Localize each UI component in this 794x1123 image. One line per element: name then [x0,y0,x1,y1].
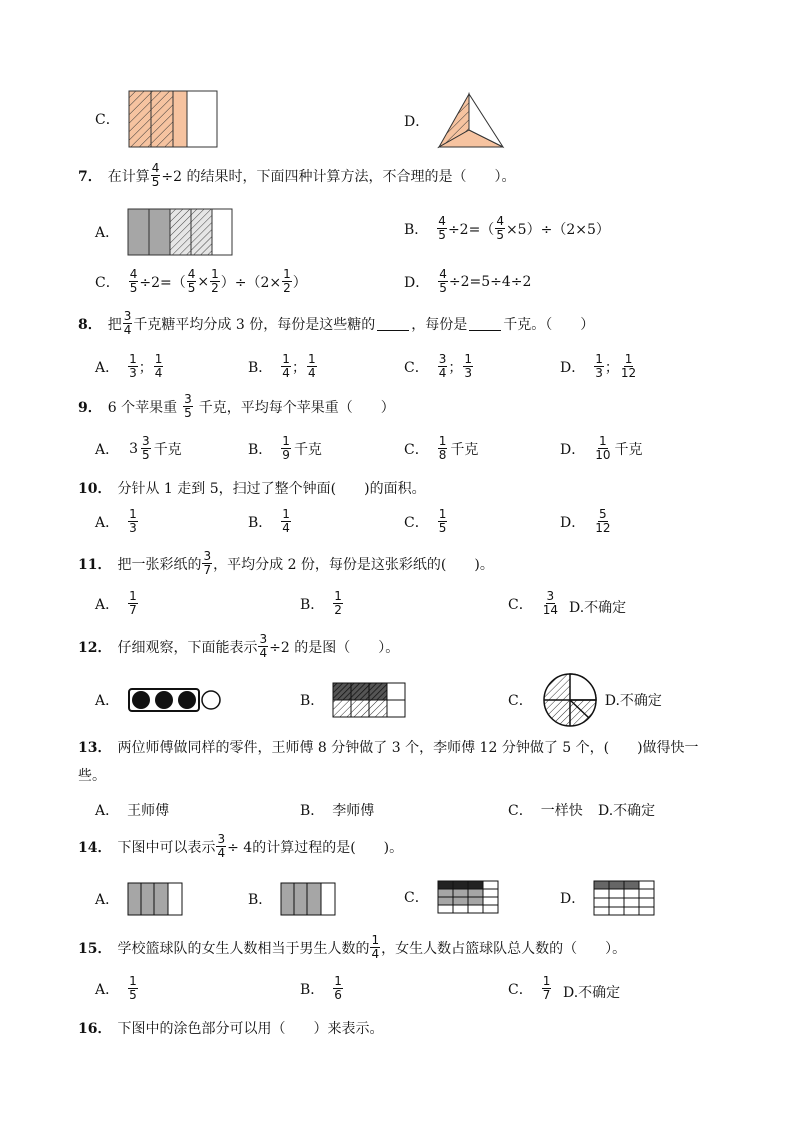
option-label: B． [248,514,273,531]
q11-option-b[interactable] [300,590,344,617]
question-12: 12． 仔细观察，下面能表示 $\frac{3}{4}$ ÷2 的是图（ ）。 [78,632,400,660]
grid-figure [332,682,406,718]
q7-option-d[interactable]: D． $\frac{4}{5}$ ÷2=5÷4÷2 [404,267,532,295]
fraction: $\frac{1}{4}$ [282,352,290,380]
grid-figure [593,880,655,916]
fraction: $\frac{1}{4}$ [307,352,316,380]
option-label: B． [300,693,325,709]
q9-option-b[interactable]: B． $\frac{1}{9}$ 千克 [248,434,322,462]
fraction: $\frac{1}{12}$ [620,352,637,380]
option-label: B． [404,221,429,238]
q13-option-a[interactable]: A． 王师傅 [95,800,169,820]
q14-option-c[interactable] [404,880,499,914]
option-label: C． [95,274,120,291]
q9-option-a[interactable]: A． 3 $\frac{3}{5}$ 千克 [95,434,182,462]
q12-option-c[interactable] [508,672,662,728]
fraction: $\frac{3}{4}$ [438,352,447,380]
fraction: $\frac{1}{4}$ [154,352,163,380]
option-label: D． [404,274,430,291]
q11-option-a[interactable] [95,590,139,617]
q8-option-b[interactable]: B． $\frac{1}{4}$ ； $\frac{1}{4}$ [248,352,316,380]
option-label: C． [508,803,533,819]
question-number: 16． [78,1021,112,1037]
question-14: 14． 下图中可以表示 $\frac{3}{4}$ ÷ 4的计算过程的是( )。 [78,832,404,860]
fraction: $\frac{1}{9}$ [282,434,290,462]
q11-option-d[interactable]: D.不确定 [569,600,627,616]
question-10: 10． 分针从 1 走到 5，扫过了整个钟面( )的面积。 [78,478,426,498]
option-label: D． [560,359,586,376]
q9-option-c[interactable]: C． $\frac{1}{8}$ 千克 [404,434,479,462]
circles-figure [127,687,223,713]
q12-option-a[interactable] [95,687,223,713]
fraction: $\frac{5}{12}$ [595,507,611,535]
question-9: 9． 6 个苹果重 $\frac{3}{5}$ 千克，平均每个苹果重（ ） [78,392,395,420]
option-label: A． [95,441,120,458]
q10-option-a[interactable] [95,508,139,535]
bar-figure [127,882,183,916]
option-label: B． [248,441,273,458]
question-number: 12． [78,639,112,656]
question-number: 10． [78,481,112,497]
q15-option-b[interactable] [300,975,344,1002]
option-label: A． [95,596,120,613]
bar-figure [127,208,233,256]
grid-figure [437,880,499,914]
option-label: C． [404,359,429,376]
q7-option-a[interactable] [95,208,233,256]
fraction: $\frac{1}{6}$ [334,974,342,1002]
question-text: 在计算 [107,168,150,185]
answer-blank[interactable] [377,316,409,331]
bar-figure [280,882,336,916]
option-label: A． [95,514,120,531]
q7-option-c[interactable]: C． $\frac{4}{5}$ ÷2=（ $\frac{4}{5}$ × $\frac{1}{2}$ ）÷（2× $\frac{1}{2}$ ） [95,267,307,295]
q14-option-a[interactable] [95,882,183,916]
answer-blank[interactable] [469,316,501,331]
q15-option-d[interactable]: D.不确定 [563,985,621,1001]
option-label: C． [508,693,533,709]
option-label: A． [95,981,120,998]
option-d-figure[interactable] [404,92,507,150]
option-c-figure[interactable] [95,90,218,148]
q9-option-d[interactable]: D． $\frac{1}{10}$ 千克 [560,434,643,462]
fraction: $\frac{1}{4}$ [282,507,290,535]
question-16: 16． 下图中的涂色部分可以用（ ）来表示。 [78,1018,383,1038]
option-label: C． [95,112,120,128]
option-label: B． [300,981,325,998]
fraction: $\frac{1}{3}$ [129,352,137,380]
q10-option-c[interactable] [404,508,448,535]
question-text: ÷2 的结果时，下面四种计算方法，不合理的是（ ）。 [161,168,516,185]
q13-option-c[interactable]: C． 一样快 [508,800,583,820]
fraction: $\frac{1}{3}$ [464,352,472,380]
triangle-figure [437,92,507,150]
q10-option-d[interactable] [560,508,613,535]
option-label: A． [95,225,120,241]
fraction: $\frac{1}{7}$ [542,974,551,1002]
q12-option-b[interactable] [300,682,406,718]
option-label: A． [95,892,120,908]
bar-figure [128,90,218,148]
question-13: 13． 两位师傅做同样的零件，王师傅 8 分钟做了 3 个，李师傅 12 分钟做了 5 个，( )做得快一 [78,737,699,757]
option-label: D． [560,891,586,907]
option-label: D． [560,441,586,458]
fraction: $\frac{1}{7}$ [129,589,137,617]
option-label: A． [95,359,120,376]
q10-option-b[interactable] [248,508,292,535]
q7-option-b[interactable]: B． $\frac{4}{5}$ ÷2=（ $\frac{4}{5}$ ×5）÷（2×5） [404,214,610,242]
q15-option-c[interactable] [508,975,552,1002]
option-label: C． [508,596,533,613]
q12-option-d[interactable]: D.不确定 [604,693,662,709]
option-label: B． [248,359,273,376]
q14-option-b[interactable] [248,882,336,916]
option-label: C． [404,441,429,458]
fraction: $\frac{1}{3}$ [595,352,603,380]
fraction: $\frac{1}{8}$ [438,434,447,462]
q11-option-c[interactable] [508,590,560,617]
q15-option-a[interactable] [95,975,139,1002]
question-number: 15． [78,940,112,957]
circle-figure [541,672,599,728]
question-number: 7． [78,168,102,185]
question-number: 11． [78,556,112,573]
q14-option-d[interactable] [560,880,655,916]
question-number: 9． [78,399,102,416]
question-8: 8． 把 $\frac{3}{4}$ 千克糖平均分成 3 份，每份是这些糖的 ，每份是 千克。（ ） [78,309,595,337]
fraction: $\frac{1}{5}$ [129,974,137,1002]
option-label: C． [404,890,429,906]
option-label: D． [560,514,586,531]
q13-option-b[interactable]: B． 李师傅 [300,800,374,820]
q8-option-c[interactable]: C． $\frac{3}{4}$ ； $\frac{1}{3}$ [404,352,472,380]
q13-option-d[interactable]: D.不确定 [598,803,656,819]
fraction: $\frac{3}{14}$ [542,589,558,617]
fraction: $\frac{3}{5}$ [142,434,150,462]
question-13-line2: 些。 [78,768,106,784]
q8-option-d[interactable]: D． $\frac{1}{3}$ ； $\frac{1}{12}$ [560,352,637,380]
question-number: 14． [78,839,112,856]
option-label: A． [95,693,120,709]
option-label: B． [300,596,325,613]
fraction: $\frac{1}{5}$ [438,507,447,535]
option-label: C． [404,514,429,531]
question-number: 13． [78,740,112,756]
option-label: D． [404,114,430,130]
option-label: C． [508,981,533,998]
fraction: $\frac{4}{5}$ [151,161,160,189]
question-7 [78,162,515,189]
option-label: B． [248,892,273,908]
q8-option-a[interactable]: A． $\frac{1}{3}$ ； $\frac{1}{4}$ [95,352,163,380]
fraction: $\frac{1}{10}$ [595,434,611,462]
fraction: $\frac{1}{3}$ [129,507,137,535]
option-label: B． [300,803,325,819]
fraction: $\frac{1}{2}$ [334,589,342,617]
question-11: 11． 把一张彩纸的 $\frac{3}{7}$ ，平均分成 2 份，每份是这张彩纸的( )。 [78,549,494,577]
option-label: A． [95,803,120,819]
question-15: 15． 学校篮球队的女生人数相当于男生人数的 $\frac{1}{4}$ ，女生人数占篮球队总人数的（ ）。 [78,933,627,961]
question-number: 8． [78,316,102,333]
